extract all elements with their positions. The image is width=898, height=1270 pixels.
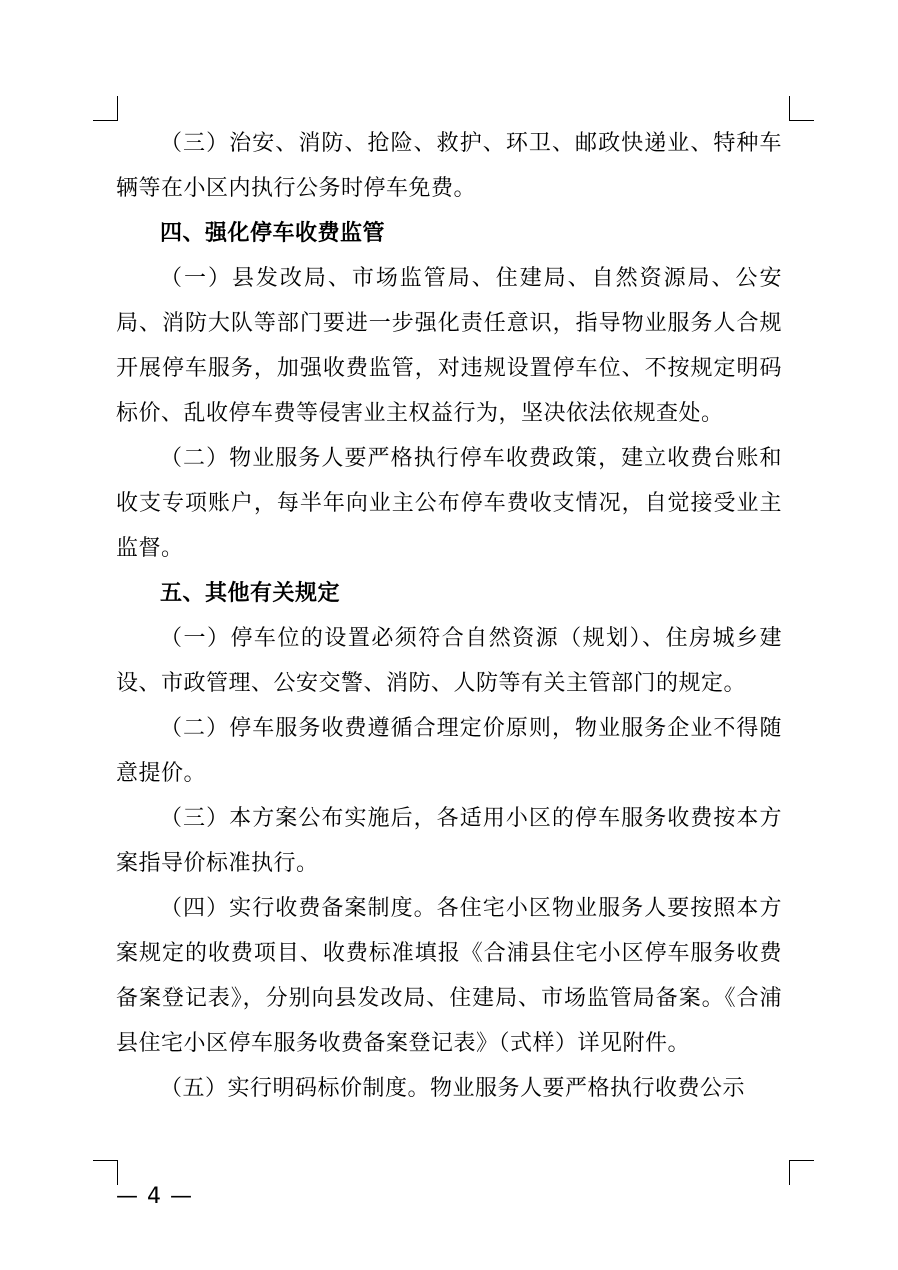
paragraph: （三）治安、消防、抢险、救护、环卫、邮政快递业、特种车辆等在小区内执行公务时停车免费。 xyxy=(116,131,782,201)
document-body xyxy=(116,121,782,1111)
paragraph: （二）物业服务人要严格执行停车收费政策，建立收费台账和收支专项账户，每半年向业主公布停车费收支情况，自觉接受业主监督。 xyxy=(116,446,782,561)
section-heading: 五、其他有关规定 xyxy=(160,581,341,606)
paragraph: （一）停车位的设置必须符合自然资源（规划）、住房城乡建设、市政管理、公安交警、消防、人防等有关主管部门的规定。 xyxy=(116,626,782,696)
section-heading: 四、强化停车收费监管 xyxy=(160,221,386,246)
paragraph: （二）停车服务收费遵循合理定价原则，物业服务企业不得随意提价。 xyxy=(116,716,782,786)
crop-mark-bottom-right xyxy=(789,1160,814,1185)
paragraph: （五）实行明码标价制度。物业服务人要严格执行收费公示 xyxy=(160,1076,746,1101)
paragraph: （四）实行收费备案制度。各住宅小区物业服务人要按照本方案规定的收费项目、收费标准填报《合浦县住宅小区停车服务收费备案登记表》，分别向县发改局、住建局、市场监管局备案。《合浦县住宅小区停车服务收费备案登记表》（式样）详见附件。 xyxy=(116,896,782,1056)
paragraph: （三）本方案公布实施后，各适用小区的停车服务收费按本方案指导价标准执行。 xyxy=(116,806,782,876)
page-number: — 4 — xyxy=(116,1184,193,1209)
crop-mark-top-left xyxy=(93,96,118,121)
crop-mark-bottom-left xyxy=(93,1160,118,1185)
paragraph: （一）县发改局、市场监管局、住建局、自然资源局、公安局、消防大队等部门要进一步强化责任意识，指导物业服务人合规开展停车服务，加强收费监管，对违规设置停车位、不按规定明码标价、乱收停车费等侵害业主权益行为，坚决依法依规查处。 xyxy=(116,266,782,426)
crop-mark-top-right xyxy=(789,96,814,121)
